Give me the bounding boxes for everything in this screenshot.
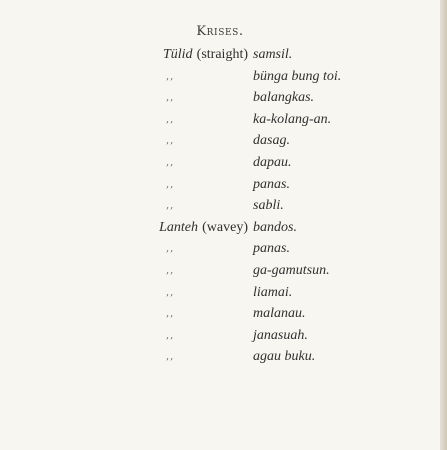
kris-term: sabli. <box>253 198 284 214</box>
ditto-mark: ,, <box>166 200 175 212</box>
page-title: Krises. <box>196 24 244 39</box>
group-note: (straight) <box>196 47 248 62</box>
ditto-mark: ,, <box>166 264 175 276</box>
group-name: Lanteh <box>159 219 198 235</box>
kris-term: bandos. <box>253 219 297 235</box>
list-item <box>0 130 440 152</box>
ditto-mark: ,, <box>166 351 175 363</box>
ditto-mark: ,, <box>166 113 175 125</box>
ditto-mark: ,, <box>166 178 175 190</box>
group-name: Tülid <box>162 47 193 62</box>
list-item <box>0 174 440 196</box>
ditto-mark: ,, <box>166 156 175 168</box>
list-item <box>0 87 440 109</box>
kris-term: janasuah. <box>253 327 308 343</box>
list-item <box>0 260 440 282</box>
kris-term: panas. <box>253 241 290 257</box>
kris-term: dapau. <box>253 154 292 170</box>
kris-term: liamai. <box>253 284 293 300</box>
group-header <box>163 44 248 66</box>
list-item <box>0 44 440 66</box>
page-edge <box>440 0 447 450</box>
list-item <box>0 109 440 131</box>
list-item <box>0 303 440 325</box>
list-item <box>0 325 440 347</box>
list-item <box>0 217 440 239</box>
ditto-mark: ,, <box>166 92 175 104</box>
list-item <box>0 346 440 368</box>
kris-term: dasag. <box>253 133 290 149</box>
kris-list <box>0 44 440 368</box>
kris-term: balangkas. <box>253 90 315 106</box>
ditto-mark: ,, <box>166 308 175 320</box>
ditto-mark: ,, <box>166 135 175 147</box>
kris-term: ka-kolang-an. <box>253 111 332 127</box>
kris-term: samsil. <box>253 47 293 62</box>
list-item <box>0 238 440 260</box>
ditto-mark: ,, <box>166 70 175 82</box>
kris-term: panas. <box>253 176 290 192</box>
group-header <box>159 217 248 239</box>
list-item <box>0 66 440 88</box>
kris-term: ga-gamutsun. <box>253 262 330 278</box>
kris-term: bünga bung toi. <box>253 68 342 84</box>
ditto-mark: ,, <box>166 286 175 298</box>
list-item <box>0 282 440 304</box>
group-note: (wavey) <box>202 219 248 235</box>
kris-term: malanau. <box>253 306 306 322</box>
kris-term: agau buku. <box>253 349 316 365</box>
list-item <box>0 195 440 217</box>
ditto-mark: ,, <box>166 243 175 255</box>
ditto-mark: ,, <box>166 329 175 341</box>
list-item <box>0 152 440 174</box>
